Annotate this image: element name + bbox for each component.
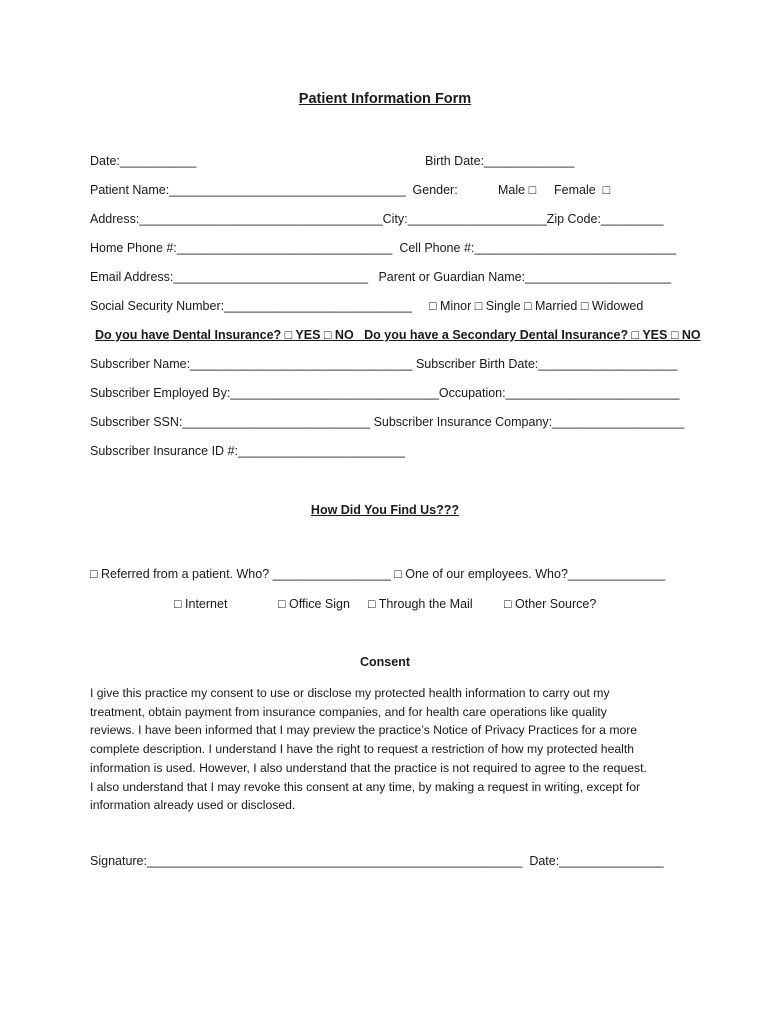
source-other-checkbox[interactable]: □ Other Source? xyxy=(504,597,597,611)
find-us-heading: How Did You Find Us??? xyxy=(310,503,460,517)
referral-fields[interactable]: □ Referred from a patient. Who? _________________ □ One of our employees. Who?______________ xyxy=(90,567,666,581)
subscriber-name-field[interactable]: Subscriber Name:________________________________ Subscriber Birth Date:____________________ xyxy=(90,357,678,371)
address-city-zip-fields[interactable]: Address:___________________________________City:____________________Zip Code:_________ xyxy=(90,212,664,226)
subscriber-employer-field[interactable]: Subscriber Employed By:______________________________Occupation:_________________________ xyxy=(90,386,680,400)
consent-text: I give this practice my consent to use or disclose my protected health information to carry out my treatment, obtain payment from insurance companies, and for health care operations like quality reviews. I have been informed that I may preview the practice’s Notice of Privacy Practices for a more complete description. I understand I have the right to request a restriction of how my protected health information is used. However, I also understand that the practice is not required to agree to the request. I also understand that I may revoke this consent at any time, by making a request in writing, except for information already used or disclosed. xyxy=(90,686,647,813)
subscriber-id-field[interactable]: Subscriber Insurance ID #:________________________ xyxy=(90,444,405,458)
source-office-sign-checkbox[interactable]: □ Office Sign xyxy=(278,597,350,611)
date-field[interactable]: Date:___________ xyxy=(90,154,197,168)
gender-male-checkbox[interactable]: Male □ xyxy=(498,183,537,197)
signature-date-fields[interactable]: Signature:______________________________________________________ Date:_______________ xyxy=(90,854,664,868)
patient-name-field[interactable]: Patient Name:__________________________________ Gender: xyxy=(90,183,458,197)
subscriber-ssn-field[interactable]: Subscriber SSN:___________________________ Subscriber Insurance Company:___________________ xyxy=(90,415,685,429)
consent-heading: Consent xyxy=(360,655,410,669)
ssn-field[interactable]: Social Security Number:___________________________ xyxy=(90,299,412,313)
source-internet-checkbox[interactable]: □ Internet xyxy=(174,597,228,611)
form-title: Patient Information Form xyxy=(298,91,472,107)
birth-date-field[interactable]: Birth Date:_____________ xyxy=(425,154,575,168)
gender-female-checkbox[interactable]: Female □ xyxy=(554,183,611,197)
dental-insurance-question[interactable]: Do you have Dental Insurance? □ YES □ NO Do you have a Secondary Dental Insurance? □ YES □ NO xyxy=(95,328,701,342)
phone-fields[interactable]: Home Phone #:_______________________________ Cell Phone #:_____________________________ xyxy=(90,241,676,255)
source-mail-checkbox[interactable]: □ Through the Mail xyxy=(368,597,473,611)
email-guardian-fields[interactable]: Email Address:____________________________ Parent or Guardian Name:_____________________ xyxy=(90,270,672,284)
marital-status-checkboxes[interactable]: □ Minor □ Single □ Married □ Widowed xyxy=(429,299,644,313)
